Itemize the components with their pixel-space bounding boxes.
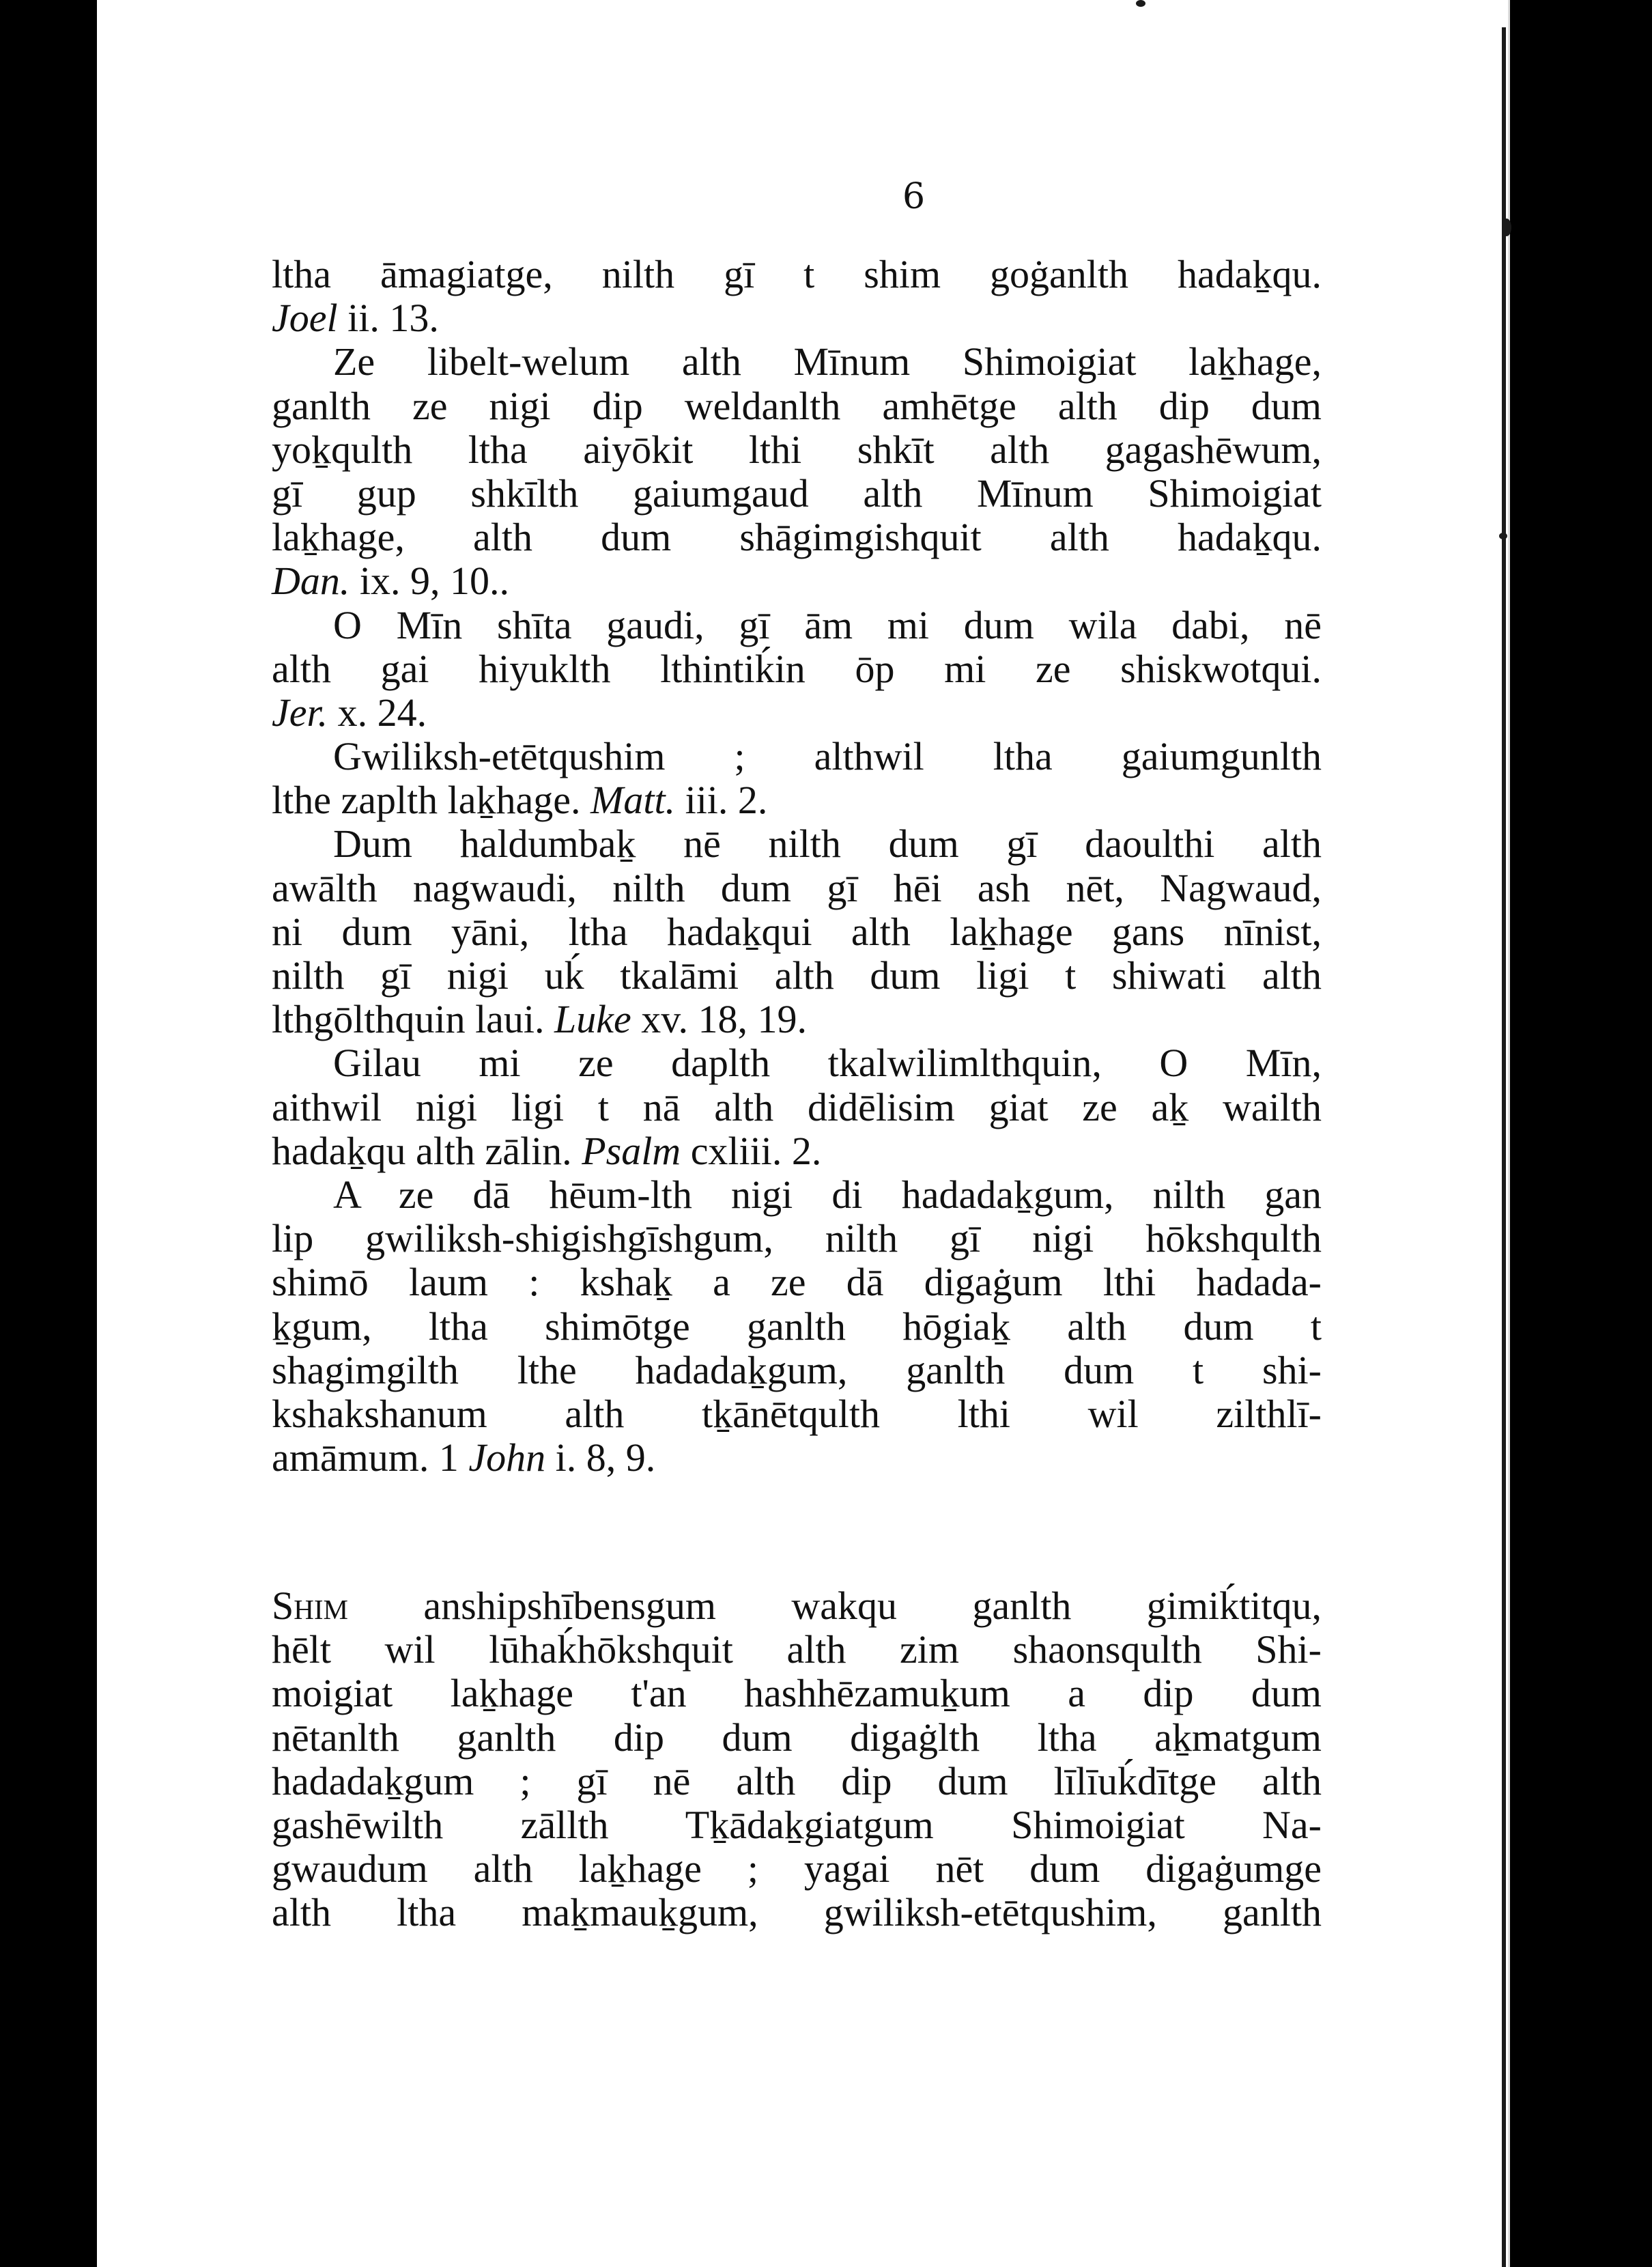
line-text: hēlt wil lūhaḱhōkshquit alth zim shaonsqulth Shi- [272, 1627, 1322, 1672]
text-line [272, 1261, 1322, 1304]
line-text: shagimgilth lthe hadadaḵgum, ganlth dum t shi- [272, 1347, 1322, 1392]
line-text: nētanlth ganlth dip dum digaġlth ltha aḵmatgum [272, 1715, 1322, 1760]
text-line [272, 296, 1322, 340]
text-line [272, 340, 1322, 384]
line-text: hadaḵqu alth zālin. [272, 1128, 582, 1173]
line-text: ḵgum, ltha shimōtge ganlth hōgiaḵ alth dum t [272, 1304, 1322, 1349]
text-line [272, 1349, 1322, 1392]
line-text: anshipshībensgum wakqu ganlth gimiḱtitqu, [347, 1583, 1322, 1628]
line-text: alth ltha maḵmauḵgum, gwiliksh-etētqushim, ganlth [272, 1890, 1322, 1935]
page-edge-rule [1502, 27, 1506, 2267]
scripture-reference-book: John [468, 1435, 546, 1480]
text-line [272, 1305, 1322, 1349]
scripture-reference-book: Dan. [272, 559, 350, 604]
line-text: hadadaḵgum ; gī nē alth dip dum līlīuḱdītge alth [272, 1758, 1322, 1803]
scripture-reference-verse: iii. 2. [675, 778, 768, 823]
text-line [272, 1628, 1322, 1672]
line-text: ltha āmagiatge, nilth gī t shim goġanlth hadaḵqu. [272, 252, 1322, 296]
line-text: laḵhage, alth dum shāgimgishquit alth hadaḵqu. [272, 515, 1322, 560]
line-text: shimō laum : kshaḵ a ze dā digaġum lthi hadada- [272, 1260, 1322, 1305]
scripture-reference-verse: i. 8, 9. [545, 1435, 656, 1480]
text-line [272, 1760, 1322, 1803]
text-line [272, 822, 1322, 866]
text-line [272, 384, 1322, 428]
line-text: Gilau mi ze daplth tkalwilimlthquin, O Mīn, [333, 1041, 1322, 1086]
line-text: lip gwiliksh-shigishgīshgum, nilth gī nigi hōkshqulth [272, 1216, 1322, 1261]
text-line [272, 1672, 1322, 1715]
line-text: Gwiliksh-etētqushim ; althwil ltha gaiumgunlth [333, 734, 1322, 779]
text-line [272, 1173, 1322, 1217]
text-line [272, 1086, 1322, 1129]
text-line [272, 1584, 1322, 1628]
line-text: nilth gī nigi uḱ tkalāmi alth dum ligi t shiwati alth [272, 953, 1322, 998]
text-line [272, 1803, 1322, 1847]
text-line [272, 998, 1322, 1041]
line-text: awālth nagwaudi, nilth dum gī hēi ash nēt, Nagwaud, [272, 865, 1322, 910]
scripture-reference-book: Luke [554, 997, 631, 1042]
scan-speck [1502, 219, 1511, 236]
text-line [272, 867, 1322, 910]
line-text: aithwil nigi ligi t nā alth didēlisim giat ze aḵ wailth [272, 1084, 1322, 1129]
text-line [272, 735, 1322, 778]
line-text: gī gup shkīlth gaiumgaud alth Mīnum Shimoigiat [272, 470, 1322, 516]
scripture-reference-verse: ii. 13. [337, 296, 439, 341]
scan-speck [1499, 533, 1507, 539]
scripture-reference-verse: xv. 18, 19. [631, 997, 808, 1042]
line-text: lthgōlthquin laui. [272, 997, 555, 1042]
line-text: O Mīn shīta gaudi, gī ām mi dum wila dabi, nē [333, 602, 1322, 647]
text-line [272, 954, 1322, 998]
text-line [272, 472, 1322, 516]
page-number: 6 [902, 176, 926, 217]
scripture-reference-verse: x. 24. [328, 690, 427, 735]
text-section-2 [272, 1584, 1322, 1935]
line-text: lthe zaplth laḵhage. [272, 778, 591, 823]
line-text: ganlth ze nigi dip weldanlth amhētge alth dip dum [272, 383, 1322, 428]
text-line [272, 516, 1322, 559]
line-text: Dum haldumbaḵ nē nilth dum gī daoulthi alth [333, 821, 1322, 867]
text-line [272, 1041, 1322, 1085]
scan-speck [1136, 0, 1145, 7]
text-line [272, 1217, 1322, 1261]
line-text: ni dum yāni, ltha hadaḵqui alth laḵhage gans nīnist, [272, 909, 1322, 954]
line-text: amāmum. 1 [272, 1435, 469, 1480]
text-line [272, 253, 1322, 296]
text-line [272, 778, 1322, 822]
text-line [272, 1436, 1322, 1480]
line-text: A ze dā hēum-lth nigi di hadadaḵgum, nilth gan [333, 1172, 1322, 1217]
scripture-reference-verse: ix. 9, 10.. [350, 559, 510, 604]
scripture-reference-book: Jer. [272, 690, 328, 735]
line-text: alth gai hiyuklth lthintiḱin ōp mi ze shiskwotqui. [272, 646, 1322, 691]
text-line [272, 559, 1322, 603]
line-text: kshakshanum alth tḵānētqulth lthi wil zilthlī- [272, 1391, 1322, 1436]
line-text: moigiat laḵhage t'an hashhēzamuḵum a dip dum [272, 1671, 1322, 1716]
scripture-reference-verse: cxliii. 2. [681, 1128, 822, 1173]
line-text: yoḵqulth ltha aiyōkit lthi shkīt alth gagashēwum, [272, 427, 1322, 472]
line-text: gwaudum alth laḵhage ; yagai nēt dum digaġumge [272, 1846, 1322, 1891]
line-text: gashēwilth zāllth Tḵādaḵgiatgum Shimoigiat Na- [272, 1802, 1322, 1847]
text-line [272, 691, 1322, 735]
section-lead-word: Shim [272, 1583, 348, 1628]
text-line [272, 428, 1322, 472]
text-line [272, 604, 1322, 647]
text-line [272, 1716, 1322, 1760]
scripture-reference-book: Psalm [582, 1128, 681, 1173]
text-line [272, 1847, 1322, 1891]
scripture-reference-book: Joel [272, 296, 338, 341]
text-line [272, 647, 1322, 691]
text-section-1 [272, 253, 1322, 1480]
text-line [272, 910, 1322, 954]
line-text: Ze libelt-welum alth Mīnum Shimoigiat laḵhage, [333, 339, 1322, 384]
text-line [272, 1891, 1322, 1934]
text-line [272, 1129, 1322, 1173]
scripture-reference-book: Matt. [590, 778, 676, 823]
text-line [272, 1392, 1322, 1436]
